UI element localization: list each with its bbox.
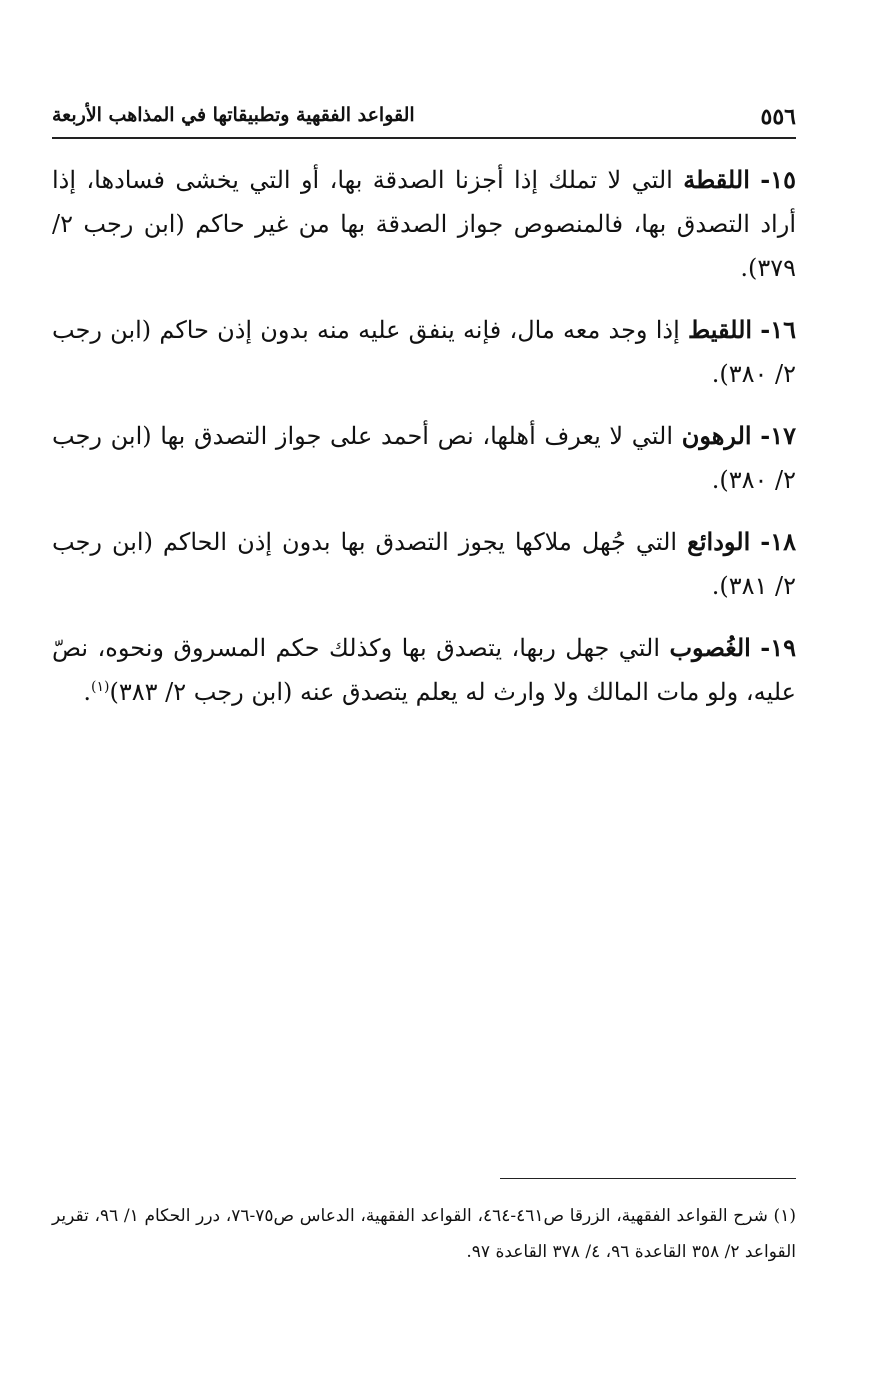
entry-19 xyxy=(52,626,796,714)
entry-number: ١٦- xyxy=(760,315,796,344)
entry-term: اللقيط xyxy=(687,315,753,344)
entry-15 xyxy=(52,158,796,290)
entry-number: ١٨- xyxy=(760,527,796,556)
entry-17 xyxy=(52,414,796,502)
header-divider xyxy=(52,137,796,139)
footnote: (١) شرح القواعد الفقهية، الزرقا ص٤٦١-٤٦٤، القواعد الفقهية، الدعاس ص٧٥-٧٦، درر الحكام ١/ ٩٦، تقرير القواعد ٢/ ٣٥٨ القاعدة ٩٦، ٤/ ٣٧٨ القاعدة ٩٧. xyxy=(52,1206,796,1262)
entry-text: التي لا يعرف أهلها، نص أحمد على جواز التصدق بها (ابن رجب ٢/ ٣٨٠). xyxy=(52,422,796,494)
footnote-divider xyxy=(500,1178,796,1179)
main-text xyxy=(52,158,796,732)
page-header xyxy=(52,100,796,136)
entry-text: التي لا تملك إذا أجزنا الصدقة بها، أو التي يخشى فسادها، إذا أراد التصدق بها، فالمنصوص جواز الصدقة بها من غير حاكم (ابن رجب ٢/ ٣٧٩). xyxy=(52,166,796,282)
entry-term: اللقطة xyxy=(683,165,750,194)
running-title: القواعد الفقهية وتطبيقاتها في المذاهب الأربعة xyxy=(52,104,415,126)
entry-18 xyxy=(52,520,796,608)
entry-term: الودائع xyxy=(687,527,751,556)
entry-number: ١٩- xyxy=(760,633,797,662)
footnote-reference[interactable]: (١) xyxy=(91,679,110,695)
entry-term: الغُصوب xyxy=(669,633,751,662)
entry-text: التي جُهل ملاكها يجوز التصدق بها بدون إذن الحاكم (ابن رجب ٢/ ٣٨١). xyxy=(52,528,796,600)
entry-term: الرهون xyxy=(681,421,752,450)
entry-text: التي جهل ربها، يتصدق بها وكذلك حكم المسروق ونحوه، نصّ عليه، ولو مات المالك ولا وارث له يعلم يتصدق عنه (ابن رجب ٢/ ٣٨٣) xyxy=(52,634,796,706)
entry-number: ١٥- xyxy=(760,165,796,194)
entry-end-punctuation: . xyxy=(83,678,91,706)
page-number: ٥٥٦ xyxy=(760,104,796,130)
entry-text: إذا وجد معه مال، فإنه ينفق عليه منه بدون إذن حاكم (ابن رجب ٢/ ٣٨٠). xyxy=(52,316,796,388)
entry-16 xyxy=(52,308,796,396)
entry-number: ١٧- xyxy=(760,421,797,450)
